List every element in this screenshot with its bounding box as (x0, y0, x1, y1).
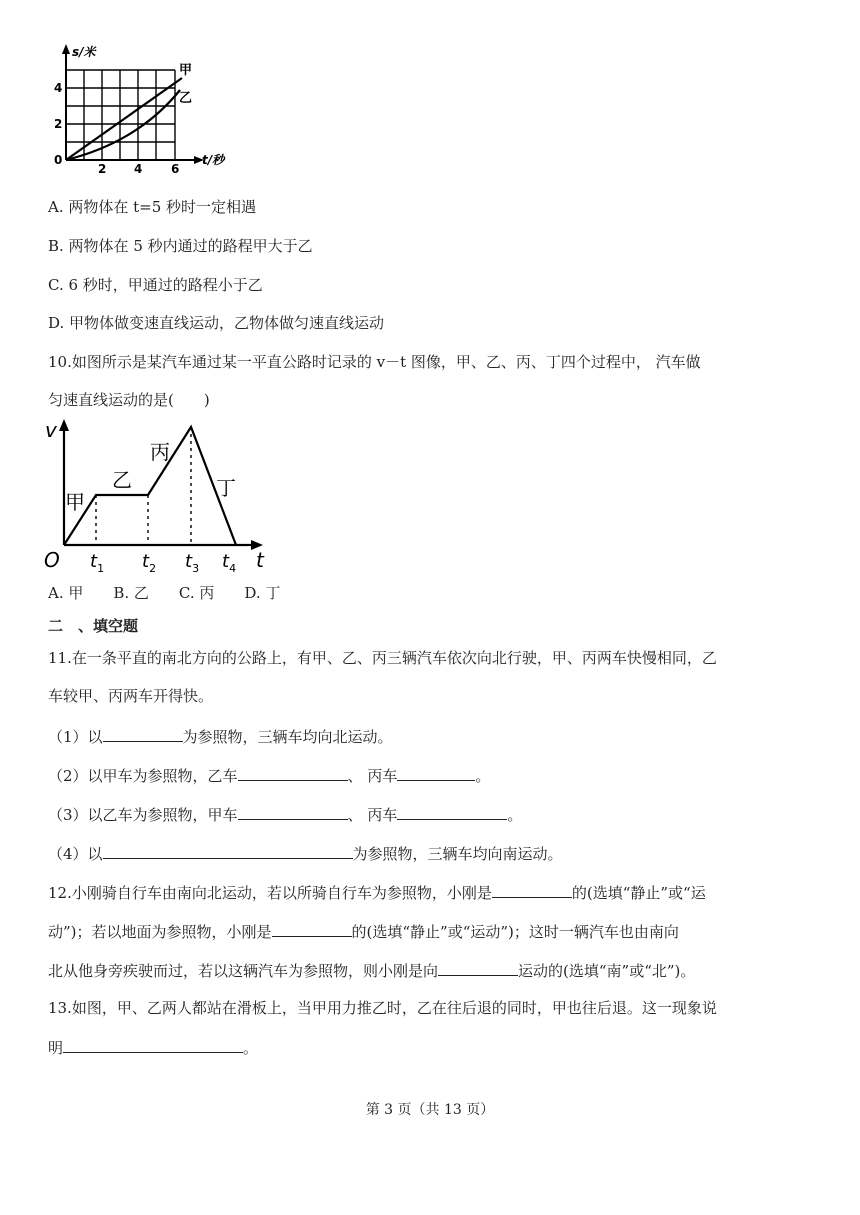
q10-stem-line1: 10.如图所示是某汽车通过某一平直公路时记录的 v－t 图像，甲、乙、丙、丁四个过程中， 汽车做 (48, 353, 701, 371)
page-footer: 第 3 页（共 13 页） (365, 1102, 495, 1118)
q11-part-4: （4）以 为参照物，三辆车均向南运动。 (48, 842, 563, 864)
t2-label: $t_2$ (142, 551, 157, 575)
blank-12-2[interactable] (272, 920, 352, 937)
q11-part-3: （3）以乙车为参照物，甲车 、 丙车 。 (48, 803, 522, 825)
q9-option-c: C. 6 秒时，甲通过的路程小于乙 (48, 276, 263, 294)
q12-line3: 北从他身旁疾驶而过，若以这辆汽车为参照物，则小刚是向 运动的(选填“南”或“北”)。 (48, 959, 695, 981)
v-axis-label: v (45, 418, 57, 442)
x-tick-4: 4 (134, 162, 143, 175)
blank-12-3[interactable] (438, 959, 518, 976)
section-2-title: 二 、填空题 (48, 617, 139, 635)
x-tick-6: 6 (171, 162, 180, 175)
q11-part-2: （2）以甲车为参照物，乙车 、 丙车 。 (48, 764, 490, 786)
stage-label-yi: 乙 (112, 468, 132, 492)
blank-11-3a[interactable] (238, 803, 348, 820)
blank-11-1[interactable] (103, 725, 183, 742)
y-tick-0: 0 (54, 153, 63, 167)
stage-label-jia: 甲 (65, 490, 85, 514)
t3-label: $t_3$ (185, 551, 200, 575)
q13-line2: 明 。 (48, 1036, 258, 1058)
q9-option-b: B. 两物体在 5 秒内通过的路程甲大于乙 (48, 237, 313, 255)
curve-yi (66, 90, 180, 160)
y-tick-4: 4 (54, 81, 63, 95)
q12-line2: 动”)；若以地面为参照物，小刚是 的(选填“静止”或“运动”)；这时一辆汽车也由南向 (48, 920, 679, 942)
x-tick-2: 2 (98, 162, 107, 175)
q13-line1: 13.如图，甲、乙两人都站在滑板上，当甲用力推乙时，乙在往后退的同时，甲也往后退。这一现象说 (48, 999, 717, 1017)
t1-label: $t_1$ (90, 551, 105, 575)
curve-label-yi: 乙 (179, 91, 193, 106)
curve-label-jia: 甲 (179, 63, 193, 78)
vt-graph-figure (40, 415, 280, 575)
q9-option-a: A. 两物体在 t=5 秒时一定相遇 (48, 198, 257, 216)
y-tick-2: 2 (54, 117, 63, 131)
st-graph-figure (48, 40, 248, 175)
stage-label-bing: 丙 (150, 440, 170, 464)
q12-line1: 12.小刚骑自行车由南向北运动，若以所骑自行车为参照物，小刚是 的(选填“静止”或“运 (48, 881, 706, 903)
blank-11-2a[interactable] (238, 764, 348, 781)
blank-11-3b[interactable] (397, 803, 507, 820)
y-axis-label: s/米 (72, 45, 96, 59)
q9-option-d: D. 甲物体做变速直线运动，乙物体做匀速直线运动 (48, 314, 385, 332)
q11-stem-line2: 车较甲、丙两车开得快。 (48, 687, 214, 705)
blank-13[interactable] (63, 1036, 243, 1053)
origin-label: O (44, 548, 60, 572)
blank-11-4[interactable] (103, 842, 353, 859)
t-axis-label: t (256, 548, 264, 572)
blank-12-1[interactable] (492, 881, 572, 898)
q11-part-1: （1）以 为参照物，三辆车均向北运动。 (48, 725, 393, 747)
q10-options: A. 甲 B. 乙 C. 丙 D. 丁 (48, 584, 281, 602)
q11-stem-line1: 11.在一条平直的南北方向的公路上，有甲、乙、丙三辆汽车依次向北行驶，甲、丙两车快慢相同，乙 (48, 649, 717, 667)
q10-stem-line2: 匀速直线运动的是( ) (48, 391, 210, 409)
x-axis-label: t/秒 (202, 153, 225, 167)
t4-label: $t_4$ (222, 551, 237, 575)
blank-11-2b[interactable] (397, 764, 475, 781)
stage-label-ding: 丁 (216, 476, 236, 500)
